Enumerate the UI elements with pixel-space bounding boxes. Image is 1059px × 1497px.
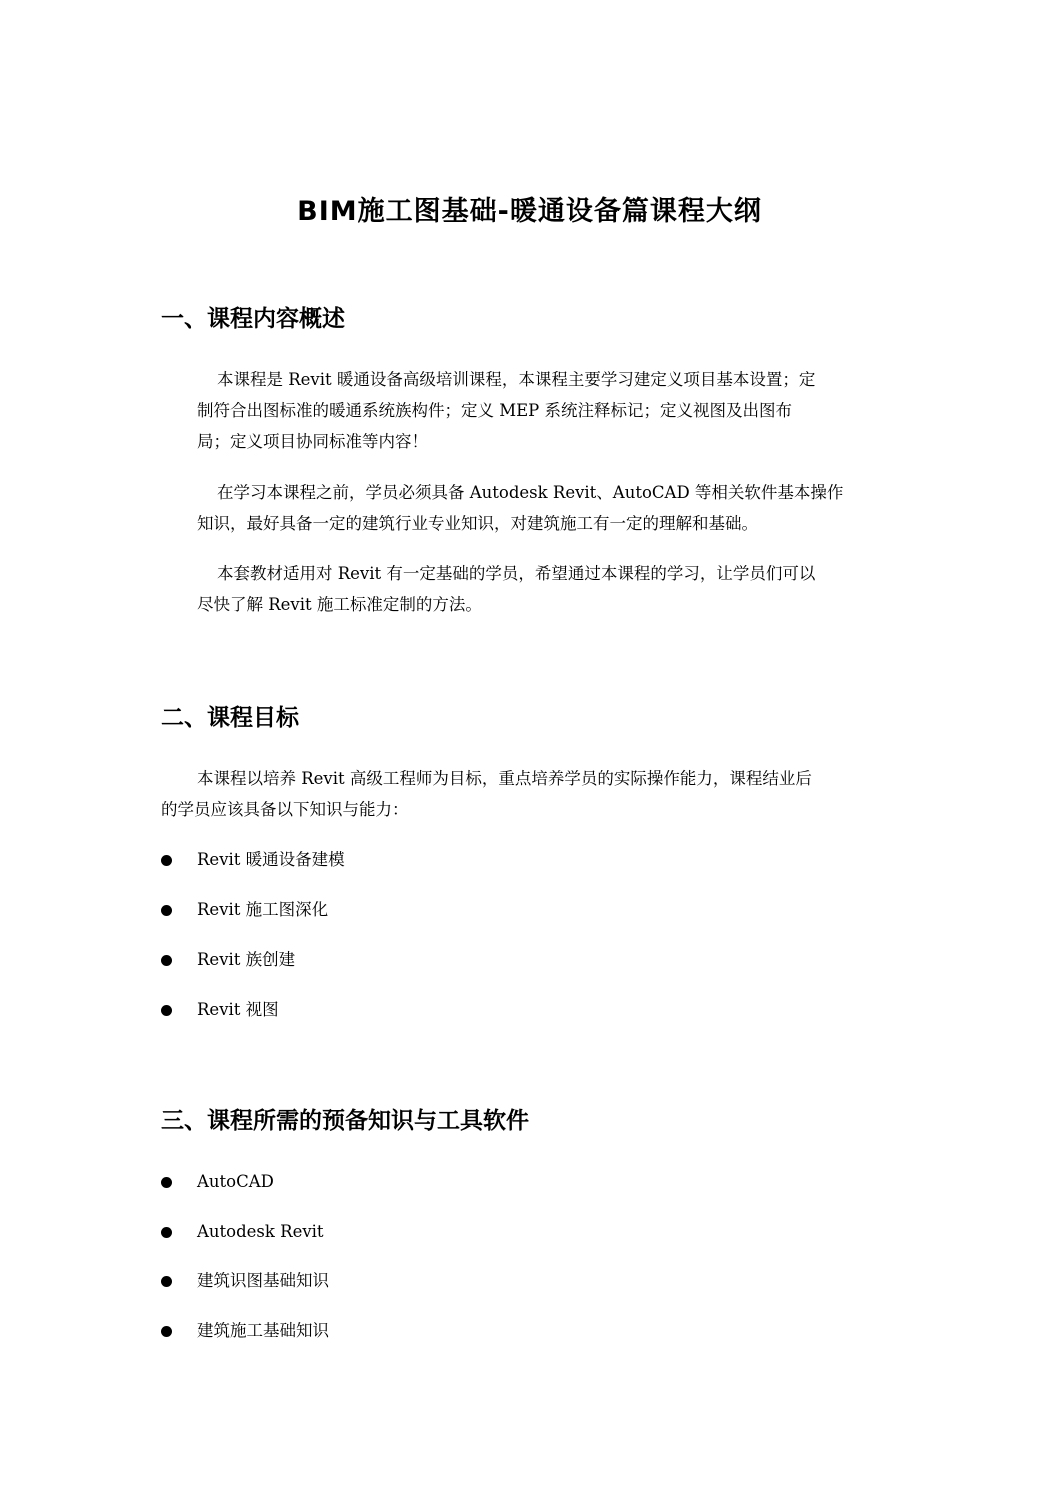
bullet-dot-icon [161,905,172,916]
list-item-text: Revit 视图 [197,1000,279,1019]
section-heading-overview: 一、课程内容概述 [161,306,345,332]
paragraph-line: 制符合出图标准的暖通系统族构件；定义 MEP 系统注释标记；定义视图及出图布 [197,401,793,420]
list-item [161,995,279,1025]
list-item-text: Revit 族创建 [197,950,296,969]
paragraph-line: 本课程是 Revit 暖通设备高级培训课程，本课程主要学习建定义项目基本设置；定 [217,370,816,389]
list-item [161,945,296,975]
bullet-dot-icon [161,955,172,966]
list-item-text: Revit 施工图深化 [197,900,329,919]
list-item-text: AutoCAD [197,1172,274,1191]
paragraph-line: 尽快了解 Revit 施工标准定制的方法。 [197,595,482,614]
paragraph-line: 的学员应该具备以下知识与能力： [161,800,409,819]
list-item [161,845,345,875]
bullet-dot-icon [161,1326,172,1337]
section-heading-prerequisites: 三、课程所需的预备知识与工具软件 [161,1108,529,1134]
list-item-text: 建筑施工基础知识 [197,1321,329,1340]
bullet-dot-icon [161,1177,172,1188]
paragraph-line: 本套教材适用对 Revit 有一定基础的学员，希望通过本课程的学习，让学员们可以 [217,564,816,583]
paragraph-line: 知识，最好具备一定的建筑行业专业知识，对建筑施工有一定的理解和基础。 [197,514,758,533]
list-item [161,1217,324,1247]
page-title: BIM施工图基础-暖通设备篇课程大纲 [297,196,762,227]
list-item [161,1167,274,1197]
paragraph-line: 局；定义项目协同标准等内容！ [197,432,428,451]
list-item [161,1266,329,1296]
paragraph-line: 本课程以培养 Revit 高级工程师为目标，重点培养学员的实际操作能力，课程结业后 [197,769,812,788]
list-item-text: 建筑识图基础知识 [197,1271,329,1290]
bullet-dot-icon [161,1227,172,1238]
section-heading-goals: 二、课程目标 [161,705,299,731]
bullet-dot-icon [161,1276,172,1287]
bullet-dot-icon [161,1005,172,1016]
paragraph-line: 在学习本课程之前，学员必须具备 Autodesk Revit、AutoCAD 等相关软件基本操作 [217,483,844,502]
list-item [161,1316,329,1346]
list-item-text: Autodesk Revit [197,1222,324,1241]
list-item-text: Revit 暖通设备建模 [197,850,345,869]
list-item [161,895,329,925]
bullet-dot-icon [161,855,172,866]
